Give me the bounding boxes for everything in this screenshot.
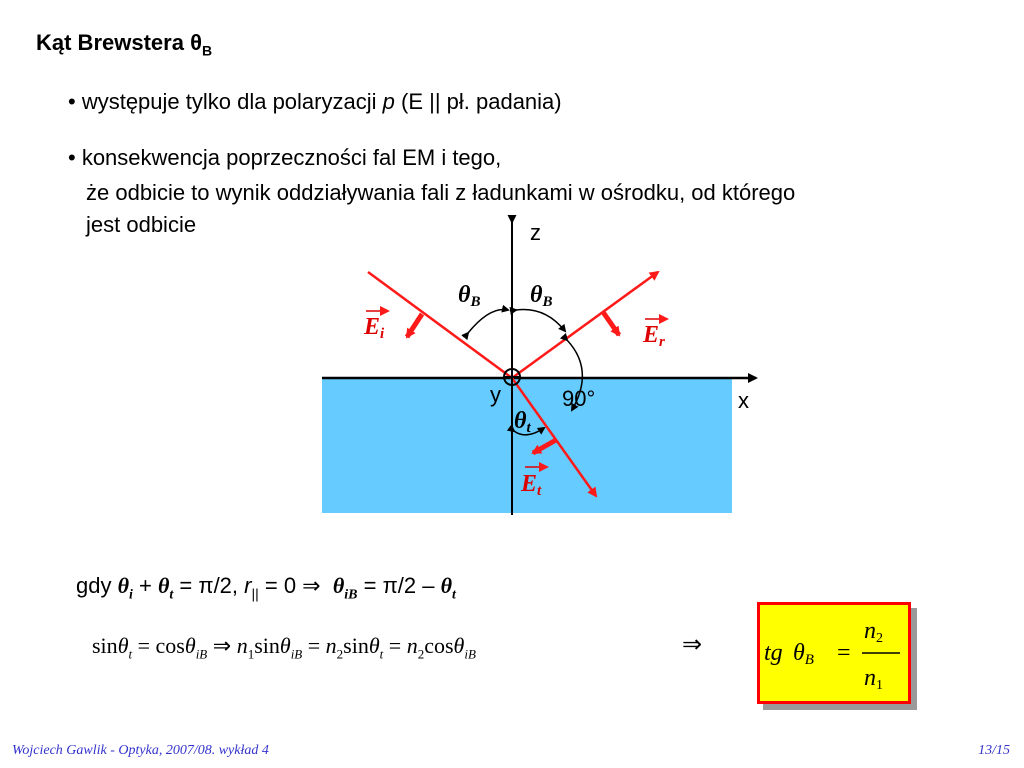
e-incident-label: [363, 311, 388, 342]
result-numerator: n2: [864, 618, 883, 646]
right-angle-label: 90°: [562, 386, 596, 411]
title-subscript: B: [201, 42, 213, 59]
brewster-diagram: [300, 215, 770, 520]
svg-text:Er: Er: [643, 322, 665, 350]
bullet-transverse-line-2: że odbicie to wynik oddziaływania fali z ładunkami w ośrodku, od którego: [86, 180, 796, 205]
theta-b-label-left: θB: [458, 282, 481, 310]
result-denominator: n1: [864, 665, 883, 693]
z-axis-label: z: [530, 220, 541, 245]
result-box: [757, 602, 911, 704]
incident-field-arrow: [407, 314, 422, 337]
x-axis-label: x: [738, 388, 749, 413]
bullet-transverse-line-3: jest odbicie: [86, 212, 197, 237]
bullet-transverse-line-1: • konsekwencja poprzeczności fal EM i tego,: [68, 145, 502, 170]
implies-arrow: ⇒: [682, 632, 703, 658]
reflected-field-arrow: [603, 312, 619, 335]
svg-text:Et: Et: [521, 471, 542, 499]
bullet-1-p: p: [382, 89, 395, 114]
y-axis-label: y: [490, 382, 501, 407]
footer-author: Wojciech Gawlik - Optyka, 2007/08. wykład 4: [12, 743, 269, 758]
title-text: Kąt Brewstera θ: [36, 30, 202, 55]
bullet-1-suffix: (E || pł. padania): [394, 89, 562, 114]
theta-b-label-right: θB: [530, 282, 553, 310]
result-equals: =: [837, 640, 851, 666]
result-tg: tg: [764, 640, 783, 666]
snell-derivation: sinθ$_t$ = cosθ$_{iB}$ ⇒ $n_1\sin\theta_{iB} = n_2\sin\theta_t = n_2\cos\theta_{iB}$: [92, 633, 476, 662]
result-theta: θB: [793, 640, 814, 668]
bullet-1-prefix: • występuje tylko dla polaryzacji: [68, 89, 383, 114]
svg-text:Ei: Ei: [364, 314, 385, 342]
brewster-condition: gdy $\theta_i + \theta_t = \pi/2$, $r_{||} = 0$ ⇒ $\theta_{iB} = \pi/2 - \theta_t$: [76, 573, 456, 603]
theta-b-arc-right: [516, 309, 565, 331]
slide-title: [36, 30, 212, 58]
e-reflected-label: [642, 319, 667, 350]
incident-beam: [368, 272, 512, 378]
footer-page-number: 13/15: [978, 743, 1010, 758]
theta-b-arc-left: [468, 309, 508, 333]
bullet-polarization: [68, 84, 562, 119]
theta-t-label: θt: [514, 408, 531, 436]
